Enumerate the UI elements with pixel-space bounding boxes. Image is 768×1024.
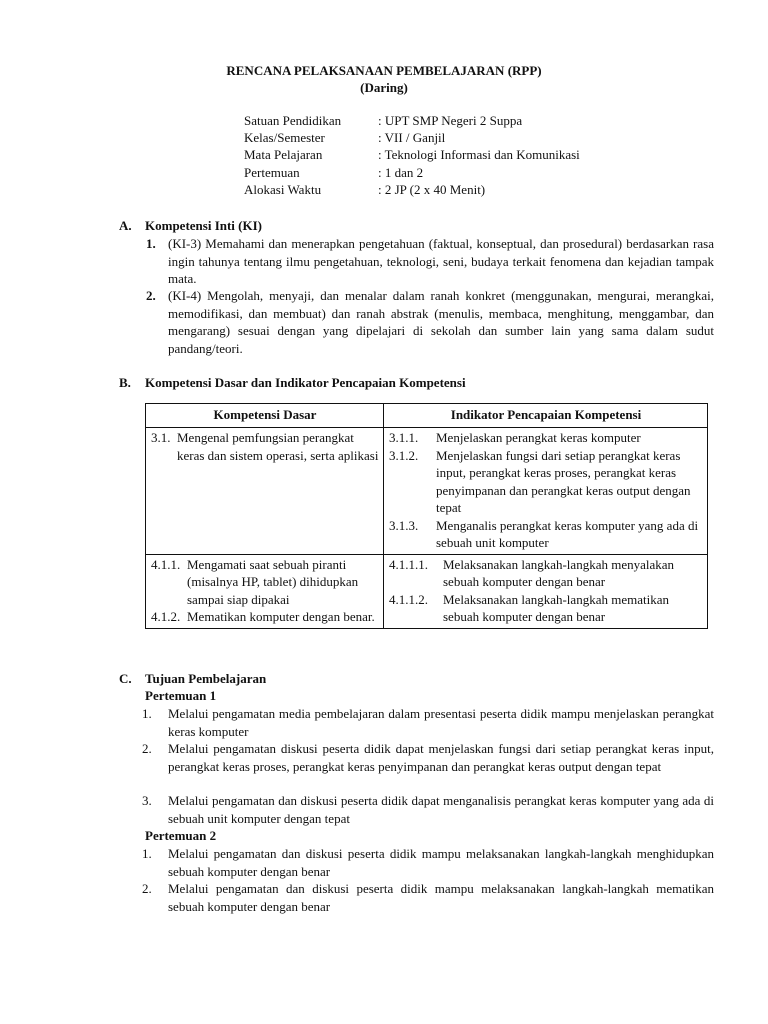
info-row — [244, 146, 580, 163]
ki-text: (KI-3) Memahami dan menerapkan pengetahuan (faktual, konseptual, dan prosedural) berdasarkan rasa ingin tahunya tentang ilmu pengetahuan, teknologi, seni, budaya terkait fenomena dan kejadian tampak mata. — [168, 236, 714, 286]
objective-number: 2. — [142, 881, 152, 896]
ipk-number: 4.1.1.1. — [389, 556, 428, 572]
section-b-heading — [119, 374, 466, 392]
info-row — [244, 181, 580, 198]
kd-item — [151, 429, 379, 464]
ipk-text: Menganalis perangkat keras komputer yang ada di sebuah unit komputer — [436, 517, 699, 550]
document-subtitle: (Daring) — [360, 80, 408, 95]
ipk-text: Melaksanakan langkah-langkah mematikan sebuah komputer dengan benar — [443, 591, 669, 624]
kd-cell — [146, 428, 384, 555]
kd-text: Mengenal pemfungsian perangkat keras dan sistem operasi, serta aplikasi — [177, 430, 379, 463]
info-label: Alokasi Waktu — [244, 181, 322, 197]
objective-number: 2. — [142, 741, 152, 756]
section-a-heading — [119, 217, 262, 235]
kd-number: 3.1. — [151, 430, 171, 445]
objective-item — [142, 845, 714, 880]
ki-item — [146, 287, 714, 357]
table-header-row — [146, 404, 708, 428]
kd-text: Mematikan komputer dengan benar. — [187, 609, 375, 624]
info-value: : 2 JP (2 x 40 Menit) — [378, 181, 486, 197]
info-label: Mata Pelajaran — [244, 147, 323, 163]
section-title: Kompetensi Inti (KI) — [145, 218, 262, 233]
ipk-item — [389, 591, 703, 626]
objective-text: Melalui pengamatan dan diskusi peserta didik mampu melaksanakan langkah-langkah mematikan sebuah komputer dengan benar — [168, 881, 714, 914]
info-label: Pertemuan — [244, 164, 300, 180]
ipk-item — [389, 429, 703, 447]
section-letter: C. — [119, 671, 132, 686]
info-row — [244, 112, 580, 129]
section-title: Kompetensi Dasar dan Indikator Pencapaian Kompetensi — [145, 375, 466, 390]
objective-item — [142, 880, 714, 915]
col-header-kd: Kompetensi Dasar — [146, 404, 384, 428]
kd-item — [151, 556, 379, 609]
ki-number: 1. — [146, 236, 156, 251]
objective-text: Melalui pengamatan dan diskusi peserta didik mampu melaksanakan langkah-langkah menghidupkan sebuah komputer dengan benar — [168, 846, 714, 879]
ipk-text: Melaksanakan langkah-langkah menyalakan sebuah komputer dengan benar — [443, 556, 675, 589]
kd-cell — [146, 554, 384, 628]
document-title: RENCANA PELAKSANAAN PEMBELAJARAN (RPP) — [226, 63, 542, 78]
identity-block — [244, 112, 580, 198]
ipk-number: 3.1.2. — [389, 447, 419, 463]
table-row — [146, 428, 708, 555]
info-label: Kelas/Semester — [244, 130, 325, 146]
info-row — [244, 129, 580, 146]
kd-number: 4.1.2. — [151, 609, 181, 624]
col-header-ipk: Indikator Pencapaian Kompetensi — [384, 404, 708, 428]
objective-number: 1. — [142, 706, 152, 721]
ipk-cell — [384, 554, 708, 628]
objective-text: Melalui pengamatan dan diskusi peserta didik dapat menganalisis perangkat keras komputer yang ada di sebuah unit komputer dengan tepat — [168, 793, 714, 826]
info-value: : VII / Ganjil — [378, 130, 446, 146]
kd-item — [151, 608, 379, 626]
ipk-text: Menjelaskan perangkat keras komputer — [436, 430, 641, 445]
info-label: Satuan Pendidikan — [244, 113, 342, 128]
ipk-cell — [384, 428, 708, 555]
info-value: : Teknologi Informasi dan Komunikasi — [378, 147, 580, 163]
ipk-item — [389, 517, 703, 552]
ki-text: (KI-4) Mengolah, menyaji, dan menalar dalam ranah konkret (menggunakan, mengurai, merangkai, memodifikasi, dan membuat) dan ranah abstrak (menulis, membaca, menghitung, menggambar, dan mengarang) sesuai dengan yang dipelajari di sekolah dan sumber lain yang sama dalam sudut pandang/teori. — [168, 288, 714, 356]
ipk-item — [389, 556, 703, 591]
table-row — [146, 554, 708, 628]
objective-number: 1. — [142, 846, 152, 861]
ipk-number: 3.1.3. — [389, 517, 419, 533]
ipk-item — [389, 447, 703, 517]
meeting-2-heading: Pertemuan 2 — [145, 828, 217, 843]
ipk-text: Menjelaskan fungsi dari setiap perangkat keras input, perangkat keras proses, perangkat keras penyimpanan dan perangkat keras output dengan tepat — [436, 447, 691, 515]
objective-text: Melalui pengamatan media pembelajaran dalam presentasi peserta didik mampu menjelaskan perangkat keras komputer — [168, 706, 714, 739]
section-letter: B. — [119, 375, 131, 390]
section-letter: A. — [119, 218, 132, 233]
info-value: : 1 dan 2 — [378, 164, 424, 180]
objective-text: Melalui pengamatan diskusi peserta didik dapat menjelaskan fungsi dari setiap perangkat keras input, perangkat keras proses, perangkat keras penyimpanan dan perangkat keras output dengan tepat — [168, 741, 714, 774]
kd-number: 4.1.1. — [151, 556, 181, 572]
objective-item — [142, 792, 714, 827]
meeting-1-heading: Pertemuan 1 — [145, 688, 217, 703]
ipk-number: 3.1.1. — [389, 430, 419, 445]
kd-text: Mengamati saat sebuah piranti (misalnya HP, tablet) dihidupkan sampai siap dipakai — [187, 556, 359, 607]
objective-item — [142, 705, 714, 740]
ki-item — [146, 235, 714, 288]
section-c-heading — [119, 670, 266, 688]
objective-item — [142, 740, 714, 775]
ki-number: 2. — [146, 288, 156, 303]
ipk-number: 4.1.1.2. — [389, 591, 428, 607]
kd-table — [145, 403, 708, 629]
info-row — [244, 164, 580, 181]
objective-number: 3. — [142, 793, 152, 808]
info-value: : UPT SMP Negeri 2 Suppa — [378, 113, 523, 128]
section-title: Tujuan Pembelajaran — [145, 671, 267, 686]
